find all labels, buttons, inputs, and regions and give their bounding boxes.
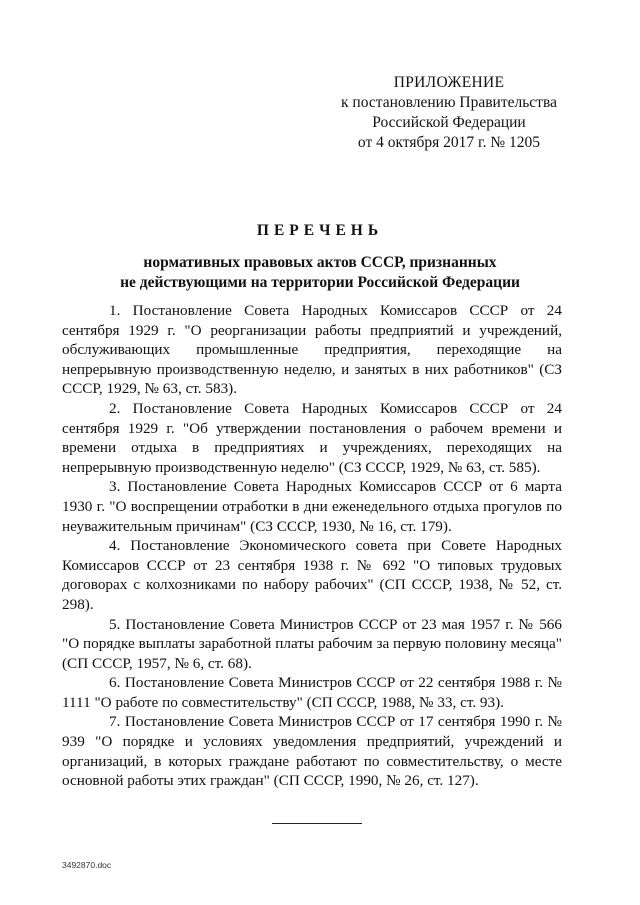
heading-subtitle-line-1: нормативных правовых актов СССР, признанных bbox=[143, 254, 497, 271]
list-item: 5. Постановление Совета Министров СССР от 23 мая 1957 г. № 566 "О порядке выплаты заработной платы рабочим за первую половину месяца" (СП СССР, 1957, № 6, ст. 68). bbox=[62, 615, 562, 672]
list-item: 3. Постановление Совета Народных Комиссаров СССР от 6 марта 1930 г. "О воспрещении отработки в дни еженедельного отдыха прогулов по неуважительным причинам" (СЗ СССР, 1930, № 16, ст. 179). bbox=[62, 478, 562, 535]
appendix-line-2: Российской Федерации bbox=[372, 114, 526, 131]
acts-list bbox=[62, 301, 562, 791]
appendix-line-1: к постановлению Правительства bbox=[341, 94, 557, 111]
heading-subtitle bbox=[60, 253, 580, 293]
list-item: 4. Постановление Экономического совета при Совете Народных Комиссаров СССР от 23 сентября 1938 г. № 692 "О типовых трудовых договорах с колхозниками по набору рабочих" (СП СССР, 1938, № 52, ст. 298). bbox=[62, 537, 562, 613]
appendix-block bbox=[330, 73, 568, 153]
document-heading bbox=[60, 221, 580, 293]
footer-filename: 3492870.doc bbox=[62, 860, 112, 870]
list-item: 6. Постановление Совета Министров СССР от 22 сентября 1988 г. № 1111 "О работе по совместительству" (СП СССР, 1988, № 33, ст. 93). bbox=[62, 674, 562, 711]
list-item: 7. Постановление Совета Министров СССР от 17 сентября 1990 г. № 939 "О порядке и условиях уведомления предприятий, учреждений и организаций, в которых граждане работают по совместительству, о месте основной работы этих граждан" (СП СССР, 1990, № 26, ст. 127). bbox=[62, 713, 562, 790]
heading-subtitle-line-2: не действующими на территории Российской Федерации bbox=[120, 274, 520, 291]
closing-divider bbox=[272, 823, 362, 824]
list-item: 1. Постановление Совета Народных Комиссаров СССР от 24 сентября 1929 г. "О реорганизации работы предприятий и учреждений, обслуживающих промышленные предприятия, переходящие на непрерывную производственную неделю, и занятых в них работников" (СЗ СССР, 1929, № 63, ст. 583). bbox=[62, 302, 562, 398]
heading-title: ПЕРЕЧЕНЬ bbox=[256, 222, 384, 239]
list-item: 2. Постановление Совета Народных Комиссаров СССР от 24 сентября 1929 г. "Об утверждении постановления о рабочем времени и времени отдыха в предприятиях и учреждениях, переходящих на непрерывную производственную неделю" (СЗ СССР, 1929, № 63, ст. 585). bbox=[62, 399, 562, 476]
appendix-line-3: от 4 октября 2017 г. № 1205 bbox=[357, 134, 541, 151]
appendix-title: ПРИЛОЖЕНИЕ bbox=[393, 74, 505, 91]
